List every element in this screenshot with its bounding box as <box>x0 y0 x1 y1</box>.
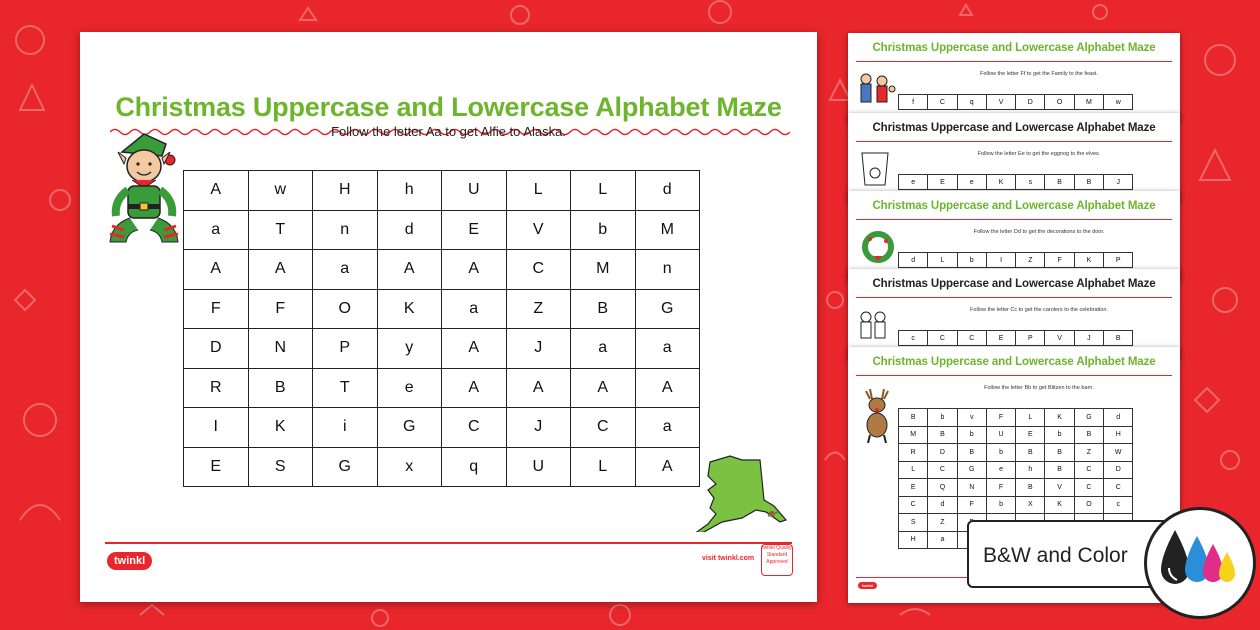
mini-maze-cell: B <box>1104 331 1133 346</box>
maze-cell: T <box>313 368 378 408</box>
mini-worksheet-dd <box>848 191 1180 281</box>
maze-cell: w <box>248 171 313 211</box>
maze-cell: P <box>313 329 378 369</box>
mini-maze-cell: I <box>986 253 1015 268</box>
mini-maze-cell: K <box>1045 409 1074 427</box>
mini-maze-cell: D <box>1016 95 1045 110</box>
maze-cell: G <box>313 447 378 487</box>
mini-maze-cell: b <box>986 444 1015 462</box>
mini-maze-cell: E <box>1016 426 1045 444</box>
mini-maze-cell: C <box>928 95 957 110</box>
mini-maze-row <box>898 252 1133 268</box>
mini-maze-cell: v <box>957 409 986 427</box>
quality-badge: twinkl Quality Standard Approved <box>761 544 793 576</box>
mini-title-underline <box>856 297 1172 298</box>
mini-maze-cell: O <box>1074 496 1103 514</box>
mini-maze-row-cells <box>899 331 1133 346</box>
maze-cell: F <box>184 289 249 329</box>
maze-cell: E <box>442 210 507 250</box>
maze-cell: q <box>442 447 507 487</box>
maze-cell: B <box>248 368 313 408</box>
maze-cell: B <box>571 289 636 329</box>
maze-cell: M <box>635 210 700 250</box>
maze-cell: S <box>248 447 313 487</box>
mini-maze-row <box>899 461 1133 479</box>
maze-cell: a <box>313 250 378 290</box>
main-worksheet <box>80 32 817 602</box>
mini-title-underline <box>856 219 1172 220</box>
mini-maze-cell: P <box>1016 331 1045 346</box>
maze-cell: A <box>571 368 636 408</box>
mini-maze-cell: E <box>899 479 928 497</box>
mini-maze-cell: L <box>899 461 928 479</box>
mini-instruction: Follow the letter Bb to get Blitzen to the barn. <box>984 385 1094 391</box>
maze-cell: K <box>377 289 442 329</box>
footer-divider <box>105 542 792 544</box>
mini-maze-cell: Z <box>928 514 957 532</box>
mini-maze-cell: F <box>1045 253 1074 268</box>
maze-cell: A <box>635 447 700 487</box>
mini-maze-row <box>899 426 1133 444</box>
maze-cell: F <box>248 289 313 329</box>
mini-maze-cell: P <box>1104 253 1133 268</box>
mini-maze-cell: U <box>986 426 1015 444</box>
maze-cell: V <box>506 210 571 250</box>
mini-maze-cell: Z <box>1016 253 1045 268</box>
maze-cell: x <box>377 447 442 487</box>
maze-row <box>184 408 700 448</box>
ink-drops-badge <box>1144 507 1256 619</box>
mini-maze-cell: C <box>1074 479 1103 497</box>
mini-maze-cell: B <box>899 409 928 427</box>
maze-row <box>184 329 700 369</box>
mini-maze-cell: E <box>928 175 957 190</box>
mini-maze-cell: q <box>957 95 986 110</box>
eggnog-cup-illustration <box>856 151 896 187</box>
mini-maze-cell: W <box>1104 444 1133 462</box>
maze-cell: A <box>248 250 313 290</box>
mini-title: Christmas Uppercase and Lowercase Alphabet Maze <box>872 200 1156 212</box>
mini-maze-row <box>898 174 1133 190</box>
mini-maze-cell: D <box>928 444 957 462</box>
maze-cell: a <box>635 329 700 369</box>
mini-maze-cell: R <box>899 444 928 462</box>
mini-maze-cell: e <box>899 175 928 190</box>
maze-row <box>184 447 700 487</box>
maze-cell: A <box>506 368 571 408</box>
footer-url: visit twinkl.com <box>702 555 755 562</box>
mini-maze-row-cells <box>899 175 1133 190</box>
family-illustration <box>856 71 896 107</box>
mini-maze-cell: J <box>1104 175 1133 190</box>
mini-maze-cell: F <box>986 479 1015 497</box>
mini-maze-cell: E <box>986 331 1015 346</box>
maze-cell: E <box>184 447 249 487</box>
mini-maze-cell: b <box>928 409 957 427</box>
mini-title-underline <box>856 375 1172 376</box>
maze-cell: a <box>635 408 700 448</box>
mini-maze-cell: C <box>1074 461 1103 479</box>
mini-maze-cell: a <box>928 531 957 549</box>
maze-cell: M <box>571 250 636 290</box>
mini-maze-cell: Q <box>928 479 957 497</box>
mini-maze-cell: D <box>1104 461 1133 479</box>
mini-maze-row-cells <box>899 253 1133 268</box>
maze-cell: a <box>442 289 507 329</box>
mini-worksheet-ff <box>848 33 1180 123</box>
mini-maze-cell: d <box>1104 409 1133 427</box>
mini-maze-cell: F <box>957 496 986 514</box>
maze-cell: J <box>506 408 571 448</box>
mini-maze-cell: V <box>986 95 1015 110</box>
maze-cell: d <box>377 210 442 250</box>
mini-maze-row <box>899 479 1133 497</box>
mini-instruction: Follow the letter Dd to get the decorations to the door. <box>973 229 1105 235</box>
mini-title: Christmas Uppercase and Lowercase Alphabet Maze <box>872 278 1156 290</box>
maze-cell: b <box>571 210 636 250</box>
maze-row <box>184 368 700 408</box>
maze-cell: D <box>184 329 249 369</box>
mini-maze-cell: L <box>928 253 957 268</box>
maze-row <box>184 289 700 329</box>
mini-maze-cell: b <box>957 253 986 268</box>
mini-maze-cell: B <box>928 426 957 444</box>
mini-maze-cell: f <box>899 95 928 110</box>
maze-instruction: Follow the letter Aa to get Alfie to Alaska. <box>331 124 566 139</box>
mini-maze-cell: B <box>1016 479 1045 497</box>
mini-maze-row <box>899 444 1133 462</box>
mini-maze-cell: B <box>1045 461 1074 479</box>
maze-cell: h <box>377 171 442 211</box>
mini-maze-cell: e <box>957 175 986 190</box>
mini-maze-cell: d <box>899 253 928 268</box>
maze-cell: O <box>313 289 378 329</box>
maze-cell: n <box>313 210 378 250</box>
maze-cell: d <box>635 171 700 211</box>
mini-maze-cell: H <box>1104 426 1133 444</box>
ink-drops-icon <box>1147 510 1253 616</box>
maze-row <box>184 210 700 250</box>
mini-worksheet-ee <box>848 113 1180 203</box>
maze-cell: L <box>506 171 571 211</box>
main-worksheet-title: Christmas Uppercase and Lowercase Alphabet Maze <box>115 92 782 122</box>
mini-maze-cell: G <box>957 461 986 479</box>
maze-cell: y <box>377 329 442 369</box>
mini-maze-cell: K <box>1074 253 1103 268</box>
mini-title-underline <box>856 61 1172 62</box>
maze-cell: n <box>635 250 700 290</box>
maze-cell: R <box>184 368 249 408</box>
mini-maze-cell: M <box>899 426 928 444</box>
mini-maze-cell: M <box>1074 95 1103 110</box>
maze-cell: a <box>184 210 249 250</box>
mini-maze-cell: B <box>957 444 986 462</box>
mini-maze-cell: B <box>1016 444 1045 462</box>
mini-maze-cell: C <box>957 331 986 346</box>
maze-cell: G <box>635 289 700 329</box>
maze-cell: H <box>313 171 378 211</box>
mini-instruction: Follow the letter Cc to get the carolers to the celebration. <box>970 307 1108 313</box>
mini-title: Christmas Uppercase and Lowercase Alphabet Maze <box>872 42 1156 54</box>
maze-cell: C <box>442 408 507 448</box>
mini-twinkl-logo: twinkl <box>858 582 877 589</box>
mini-maze-cell: L <box>1016 409 1045 427</box>
mini-maze-cell: s <box>1016 175 1045 190</box>
mini-maze-cell: F <box>986 409 1015 427</box>
maze-cell: U <box>506 447 571 487</box>
mini-maze-cell: X <box>1016 496 1045 514</box>
mini-maze-cell: h <box>1016 461 1045 479</box>
maze-cell: L <box>571 171 636 211</box>
mini-maze-cell: J <box>1074 331 1103 346</box>
maze-cell: G <box>377 408 442 448</box>
mini-maze-cell: B <box>1045 175 1074 190</box>
mini-maze-cell: B <box>1045 444 1074 462</box>
maze-cell: C <box>571 408 636 448</box>
maze-cell: N <box>248 329 313 369</box>
mini-maze-row <box>898 94 1133 110</box>
mini-maze-row <box>899 409 1133 427</box>
mini-maze-cell: C <box>899 496 928 514</box>
mini-maze-row <box>898 330 1133 346</box>
mini-maze-cell: S <box>899 514 928 532</box>
maze-cell: T <box>248 210 313 250</box>
mini-maze-cell: c <box>899 331 928 346</box>
mini-maze-cell: C <box>1104 479 1133 497</box>
mini-maze-cell: b <box>986 496 1015 514</box>
mini-maze-cell: b <box>957 426 986 444</box>
mini-maze-cell: B <box>1074 426 1103 444</box>
mini-instruction: Follow the letter Ee to get the eggnog to the elves. <box>977 151 1101 157</box>
maze-cell: i <box>313 408 378 448</box>
mini-maze-cell: K <box>986 175 1015 190</box>
maze-cell: A <box>184 171 249 211</box>
maze-cell: Z <box>506 289 571 329</box>
maze-cell: A <box>635 368 700 408</box>
maze-cell: K <box>248 408 313 448</box>
mini-maze-cell: C <box>928 461 957 479</box>
maze-row <box>184 171 700 211</box>
twinkl-logo: twinkl <box>107 552 152 570</box>
elf-alfie-illustration <box>104 130 184 255</box>
maze-row <box>184 250 700 290</box>
mini-instruction: Follow the letter Ff to get the Family to the feast. <box>980 71 1098 77</box>
mini-maze-row-cells <box>899 95 1133 110</box>
carolers-illustration <box>856 307 896 343</box>
maze-cell: a <box>571 329 636 369</box>
mini-title: Christmas Uppercase and Lowercase Alphabet Maze <box>872 122 1156 134</box>
mini-maze-cell: V <box>1045 479 1074 497</box>
maze-cell: J <box>506 329 571 369</box>
alaska-map-illustration <box>680 452 795 532</box>
maze-cell: C <box>506 250 571 290</box>
wreath-illustration <box>856 229 896 265</box>
mini-maze-cell: H <box>899 531 928 549</box>
mini-maze-cell: N <box>957 479 986 497</box>
mini-maze-row <box>899 496 1133 514</box>
mini-maze-cell: G <box>1074 409 1103 427</box>
mini-maze-cell: e <box>986 461 1015 479</box>
mini-maze-cell: c <box>1104 496 1133 514</box>
maze-cell: L <box>571 447 636 487</box>
maze-cell: A <box>442 250 507 290</box>
alphabet-maze-grid <box>183 170 700 487</box>
mini-maze-cell: V <box>1045 331 1074 346</box>
maze-cell: I <box>184 408 249 448</box>
mini-maze-cell: w <box>1104 95 1133 110</box>
mini-maze-cell: Z <box>1074 444 1103 462</box>
bw-and-color-label: B&W and Color <box>967 520 1169 588</box>
mini-title-underline <box>856 141 1172 142</box>
maze-cell: A <box>184 250 249 290</box>
mini-maze-cell: O <box>1045 95 1074 110</box>
mini-maze-cell: K <box>1045 496 1074 514</box>
maze-cell: U <box>442 171 507 211</box>
mini-maze-cell: b <box>1045 426 1074 444</box>
mini-worksheet-cc <box>848 269 1180 359</box>
mini-title: Christmas Uppercase and Lowercase Alphabet Maze <box>872 356 1156 368</box>
mini-maze-cell: d <box>928 496 957 514</box>
maze-cell: A <box>442 368 507 408</box>
maze-cell: e <box>377 368 442 408</box>
reindeer-illustration <box>856 385 896 445</box>
mini-maze-cell: B <box>1074 175 1103 190</box>
maze-cell: A <box>442 329 507 369</box>
mini-maze-cell: C <box>928 331 957 346</box>
maze-cell: A <box>377 250 442 290</box>
